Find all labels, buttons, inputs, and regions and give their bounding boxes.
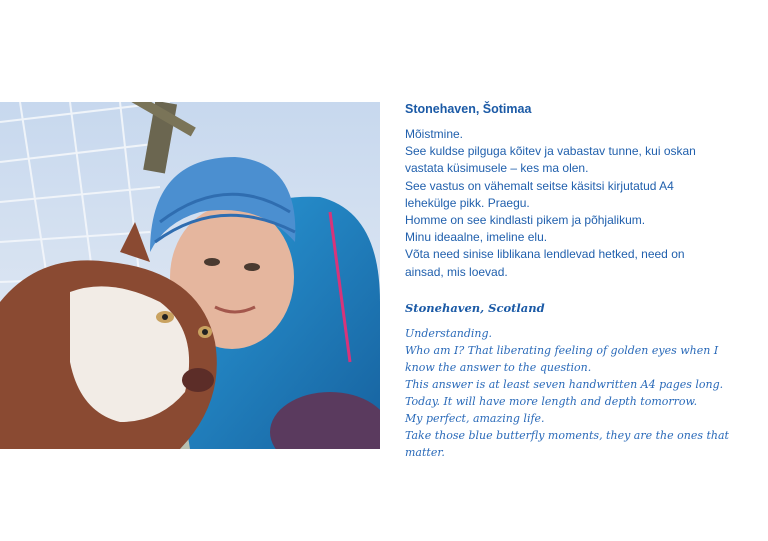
estonian-line-6: Homme on see kindlasti pikem ja põhjalikum. bbox=[405, 213, 646, 228]
estonian-line-5: lehekülge pikk. Praegu. bbox=[405, 195, 530, 210]
english-line-5: Today. It will have more length and depth tomorrow. bbox=[405, 394, 698, 408]
english-line-3: know the answer to the question. bbox=[405, 360, 592, 374]
english-line-7: Take those blue butterfly moments, they are the ones that bbox=[405, 428, 729, 442]
estonian-line-4: See vastus on vähemalt seitse käsitsi kirjutatud A4 bbox=[405, 178, 674, 193]
estonian-line-1: Mõistmine. bbox=[405, 127, 464, 141]
english-line-8: matter. bbox=[405, 445, 445, 459]
english-line-2: Who am I? That liberating feeling of golden eyes when I bbox=[405, 343, 719, 357]
estonian-line-9: ainsad, mis loevad. bbox=[405, 264, 508, 279]
english-line-4: This answer is at least seven handwritten A4 pages long. bbox=[405, 377, 724, 391]
poem-text bbox=[405, 102, 755, 461]
english-line-6: My perfect, amazing life. bbox=[405, 411, 545, 425]
estonian-heading: Stonehaven, Šotimaa bbox=[405, 102, 532, 116]
estonian-line-3: vastata küsimusele – kes ma olen. bbox=[405, 161, 589, 176]
estonian-line-8: Võta need sinise liblikana lendlevad hetked, need on bbox=[405, 247, 685, 262]
english-line-1: Understanding. bbox=[405, 326, 493, 340]
english-heading: Stonehaven, Scotland bbox=[405, 300, 545, 315]
estonian-line-2: See kuldse pilguga kõitev ja vabastav tunne, kui oskan bbox=[405, 144, 696, 159]
selfie-photo bbox=[0, 102, 380, 449]
estonian-line-7: Minu ideaalne, imeline elu. bbox=[405, 230, 548, 245]
